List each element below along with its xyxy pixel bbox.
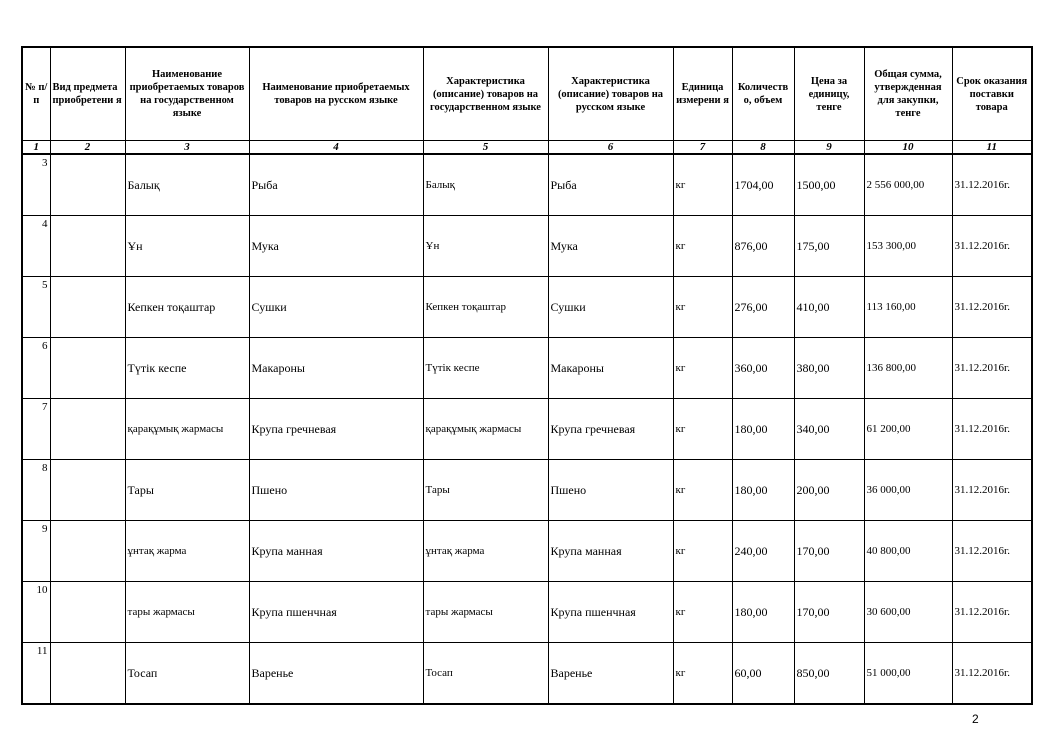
row-number: 3 [22,154,50,216]
column-number-row [22,141,1032,155]
quantity-cell: 180,00 [732,399,794,460]
desc-ru-cell: Мука [548,216,673,277]
item-type-cell [50,399,125,460]
table-row [22,399,1032,460]
desc-kz-cell: Балық [423,154,548,216]
table-row [22,338,1032,399]
price-cell: 850,00 [794,643,864,705]
header-item-type: Вид предмета приобретени я [50,47,125,141]
name-kz-cell: Балық [125,154,249,216]
name-kz-cell: Түтік кеспе [125,338,249,399]
name-ru-cell: Мука [249,216,423,277]
price-cell: 1500,00 [794,154,864,216]
page-number: 2 [972,712,979,726]
row-number: 10 [22,582,50,643]
row-number: 7 [22,399,50,460]
quantity-cell: 276,00 [732,277,794,338]
desc-kz-cell: Кепкен тоқаштар [423,277,548,338]
price-cell: 170,00 [794,521,864,582]
name-ru-cell: Крупа манная [249,521,423,582]
name-ru-cell: Пшено [249,460,423,521]
unit-cell: кг [673,460,732,521]
unit-cell: кг [673,399,732,460]
deadline-cell: 31.12.2016г. [952,216,1032,277]
row-number: 8 [22,460,50,521]
header-quantity: Количеств о, объем [732,47,794,141]
name-kz-cell: Кепкен тоқаштар [125,277,249,338]
name-ru-cell: Варенье [249,643,423,705]
column-number: 7 [673,141,732,155]
desc-kz-cell: Тары [423,460,548,521]
name-kz-cell: ұнтақ жарма [125,521,249,582]
header-desc-kz: Характеристика (описание) товаров на государственном языке [423,47,548,141]
item-type-cell [50,521,125,582]
item-type-cell [50,338,125,399]
name-kz-cell: тары жармасы [125,582,249,643]
table-row [22,277,1032,338]
deadline-cell: 31.12.2016г. [952,582,1032,643]
item-type-cell [50,460,125,521]
unit-cell: кг [673,216,732,277]
price-cell: 380,00 [794,338,864,399]
item-type-cell [50,643,125,705]
price-cell: 170,00 [794,582,864,643]
desc-ru-cell: Пшено [548,460,673,521]
quantity-cell: 180,00 [732,460,794,521]
price-cell: 175,00 [794,216,864,277]
quantity-cell: 360,00 [732,338,794,399]
deadline-cell: 31.12.2016г. [952,399,1032,460]
item-type-cell [50,154,125,216]
column-number: 4 [249,141,423,155]
unit-cell: кг [673,521,732,582]
desc-kz-cell: Түтік кеспе [423,338,548,399]
name-ru-cell: Макароны [249,338,423,399]
desc-ru-cell: Сушки [548,277,673,338]
deadline-cell: 31.12.2016г. [952,154,1032,216]
table-row [22,460,1032,521]
row-number: 6 [22,338,50,399]
header-unit: Единица измерени я [673,47,732,141]
header-price: Цена за единицу, тенге [794,47,864,141]
item-type-cell [50,582,125,643]
total-cell: 2 556 000,00 [864,154,952,216]
column-number: 11 [952,141,1032,155]
name-ru-cell: Сушки [249,277,423,338]
total-cell: 61 200,00 [864,399,952,460]
quantity-cell: 876,00 [732,216,794,277]
column-number: 3 [125,141,249,155]
quantity-cell: 1704,00 [732,154,794,216]
unit-cell: кг [673,338,732,399]
deadline-cell: 31.12.2016г. [952,338,1032,399]
total-cell: 153 300,00 [864,216,952,277]
name-ru-cell: Крупа гречневая [249,399,423,460]
column-number: 2 [50,141,125,155]
name-kz-cell: Ұн [125,216,249,277]
deadline-cell: 31.12.2016г. [952,521,1032,582]
deadline-cell: 31.12.2016г. [952,460,1032,521]
desc-ru-cell: Крупа манная [548,521,673,582]
item-type-cell [50,216,125,277]
column-number: 10 [864,141,952,155]
desc-kz-cell: ұнтақ жарма [423,521,548,582]
table-row [22,521,1032,582]
name-ru-cell: Рыба [249,154,423,216]
row-number: 5 [22,277,50,338]
quantity-cell: 240,00 [732,521,794,582]
total-cell: 30 600,00 [864,582,952,643]
column-number: 5 [423,141,548,155]
table-row [22,582,1032,643]
name-kz-cell: Тары [125,460,249,521]
column-number: 8 [732,141,794,155]
desc-kz-cell: қарақұмық жармасы [423,399,548,460]
row-number: 11 [22,643,50,705]
header-name-kz: Наименование приобретаемых товаров на государственном языке [125,47,249,141]
quantity-cell: 60,00 [732,643,794,705]
unit-cell: кг [673,277,732,338]
deadline-cell: 31.12.2016г. [952,643,1032,705]
header-total: Общая сумма, утвержденная для закупки, тенге [864,47,952,141]
total-cell: 51 000,00 [864,643,952,705]
total-cell: 40 800,00 [864,521,952,582]
header-deadline: Срок оказания поставки товара [952,47,1032,141]
column-number: 6 [548,141,673,155]
table-row [22,643,1032,705]
desc-ru-cell: Крупа гречневая [548,399,673,460]
desc-kz-cell: Тосап [423,643,548,705]
desc-ru-cell: Макароны [548,338,673,399]
name-kz-cell: қарақұмық жармасы [125,399,249,460]
row-number: 9 [22,521,50,582]
desc-ru-cell: Рыба [548,154,673,216]
total-cell: 113 160,00 [864,277,952,338]
name-kz-cell: Тосап [125,643,249,705]
unit-cell: кг [673,154,732,216]
table-row [22,216,1032,277]
desc-ru-cell: Варенье [548,643,673,705]
price-cell: 200,00 [794,460,864,521]
procurement-table [21,46,1033,705]
header-row [22,47,1032,141]
price-cell: 340,00 [794,399,864,460]
header-desc-ru: Характеристика (описание) товаров на русском языке [548,47,673,141]
desc-ru-cell: Крупа пшенчная [548,582,673,643]
unit-cell: кг [673,582,732,643]
total-cell: 136 800,00 [864,338,952,399]
name-ru-cell: Крупа пшенчная [249,582,423,643]
total-cell: 36 000,00 [864,460,952,521]
header-name-ru: Наименование приобретаемых товаров на русском языке [249,47,423,141]
unit-cell: кг [673,643,732,705]
item-type-cell [50,277,125,338]
table-row [22,154,1032,216]
deadline-cell: 31.12.2016г. [952,277,1032,338]
desc-kz-cell: тары жармасы [423,582,548,643]
column-number: 9 [794,141,864,155]
row-number: 4 [22,216,50,277]
desc-kz-cell: Ұн [423,216,548,277]
price-cell: 410,00 [794,277,864,338]
column-number: 1 [22,141,50,155]
header-num: № п/п [22,47,50,141]
quantity-cell: 180,00 [732,582,794,643]
